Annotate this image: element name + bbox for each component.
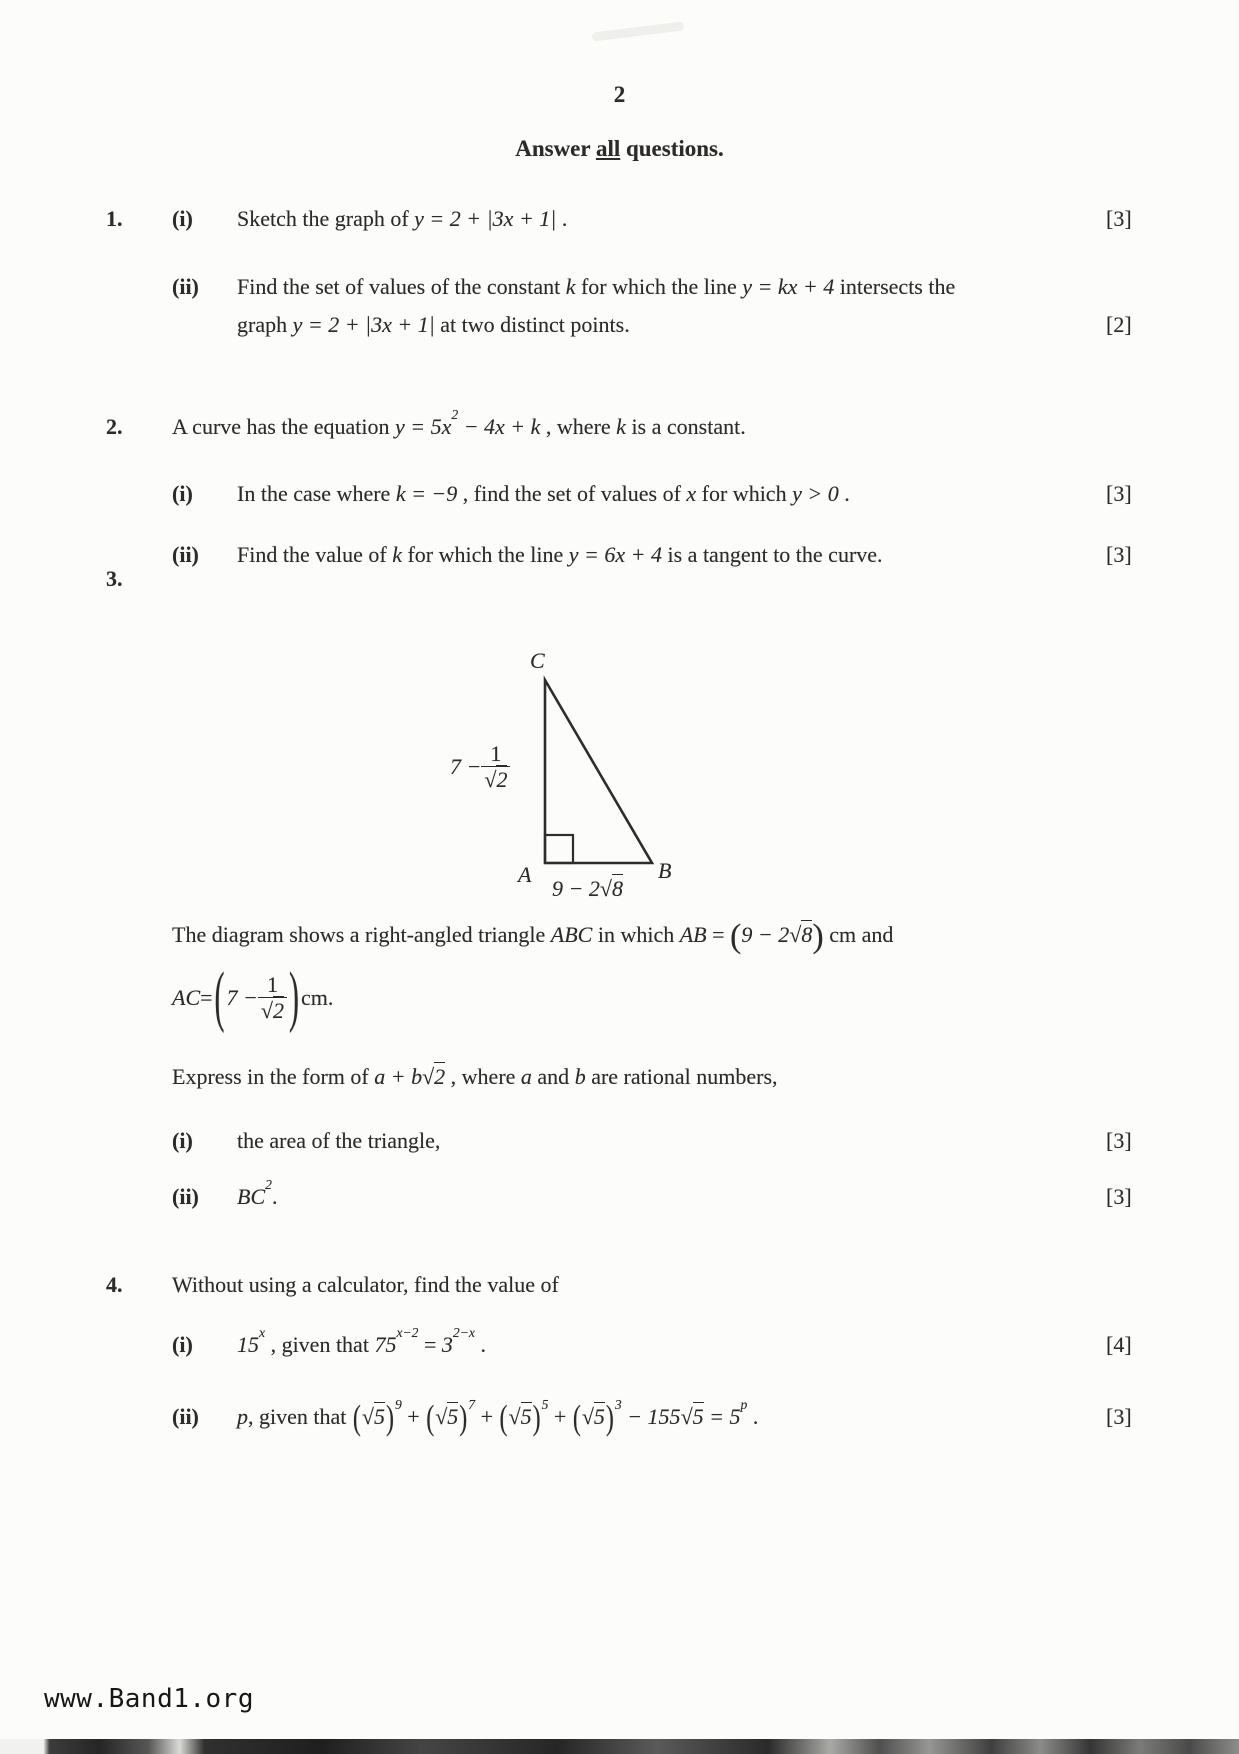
math-base: 15 bbox=[237, 1332, 259, 1357]
q4-intro-text: Without using a calculator, find the value of bbox=[172, 1272, 559, 1297]
question-4-number: 4. bbox=[106, 1272, 123, 1297]
math-run: 9 − 2 bbox=[552, 876, 600, 901]
math-variable: a bbox=[520, 1064, 532, 1089]
math-base: y = 5x bbox=[395, 414, 452, 439]
text-run: = bbox=[706, 922, 731, 947]
text-run: . bbox=[838, 481, 850, 506]
math-variable: AB bbox=[679, 922, 707, 947]
radicand: 2 bbox=[272, 998, 284, 1023]
sqrt-expression bbox=[435, 1402, 458, 1429]
text-run: In the case where bbox=[237, 481, 396, 506]
q3-paragraph-line2: AC = ( 7 − $\frac{1}{√2}$ ) cm. bbox=[172, 959, 334, 1034]
text-run: graph bbox=[237, 312, 293, 337]
math-superscript: 5 bbox=[541, 1396, 549, 1412]
q2-part-i-text bbox=[237, 481, 850, 507]
math-base: 3 bbox=[441, 1332, 453, 1357]
instructions-heading bbox=[0, 136, 1239, 162]
fraction-numerator: 1 bbox=[490, 741, 502, 766]
math-run: a + b bbox=[374, 1064, 423, 1089]
math-variable: x bbox=[686, 481, 697, 506]
sqrt-expression bbox=[582, 1402, 605, 1429]
heading-text: Answer bbox=[515, 136, 596, 161]
math-superscript: p bbox=[740, 1396, 748, 1412]
radicand: 5 bbox=[447, 1404, 459, 1429]
text-run: and bbox=[531, 1064, 575, 1089]
math-run: = 5 bbox=[703, 1404, 741, 1429]
math-superscript: 3 bbox=[614, 1396, 622, 1412]
text-run: , given that bbox=[248, 1404, 352, 1429]
question-3-number: 3. bbox=[106, 566, 123, 591]
plus-sign: + bbox=[475, 1404, 499, 1429]
text-run: , find the set of values of bbox=[457, 481, 687, 506]
radical-sign: √ bbox=[789, 922, 802, 947]
math-variable: k bbox=[392, 542, 402, 567]
math-superscript: x−2 bbox=[396, 1324, 419, 1340]
q2-part-ii-text bbox=[237, 542, 883, 568]
q2-part-ii-label: (ii) bbox=[172, 542, 199, 567]
sqrt-expression bbox=[600, 874, 623, 901]
q1-part-i-text bbox=[237, 206, 567, 232]
radicand: 8 bbox=[611, 876, 623, 901]
math-variable: ABC bbox=[550, 922, 593, 947]
math-variable: k bbox=[616, 414, 626, 439]
text-run: = bbox=[418, 1332, 442, 1357]
q2-part-i-label: (i) bbox=[172, 481, 193, 506]
question-2-number: 2. bbox=[106, 414, 123, 439]
q4-part-ii-label: (ii) bbox=[172, 1404, 199, 1429]
math-expression: y = 6x + 4 bbox=[568, 542, 662, 567]
radical-sign: √ bbox=[680, 1404, 693, 1429]
math-expression: y = 2 + |3x + 1| bbox=[414, 206, 557, 231]
marks-q4ii: [3] bbox=[1106, 1404, 1132, 1429]
q4-part-ii-text: p, given that $(√5)^9 + (√5)^7 + (√5)^5 + (√5)^3 - 155√5 = 5^p$ . bbox=[237, 1396, 759, 1438]
math-expression: y = kx + 4 bbox=[742, 274, 835, 299]
close-paren: ) bbox=[812, 917, 824, 955]
radical-sign: √ bbox=[422, 1064, 435, 1089]
text-run: . bbox=[474, 1332, 486, 1357]
open-paren: ( bbox=[730, 917, 742, 955]
radical-sign: √ bbox=[361, 1404, 374, 1429]
q3-part-ii-label: (ii) bbox=[172, 1184, 199, 1209]
text-run: cm. bbox=[300, 985, 334, 1010]
math-rest: − 4x + k bbox=[458, 414, 541, 439]
text-run: . bbox=[747, 1404, 759, 1429]
text-run: A curve has the equation bbox=[172, 414, 395, 439]
math-expression: y > 0 bbox=[792, 481, 839, 506]
sqrt-expression bbox=[509, 1402, 532, 1429]
fraction-denominator bbox=[258, 997, 287, 1023]
text-run: intersects the bbox=[834, 274, 956, 299]
text-run: in which bbox=[592, 922, 680, 947]
sqrt-expression bbox=[362, 1402, 385, 1429]
math-superscript: 9 bbox=[394, 1396, 402, 1412]
radical-sign: √ bbox=[484, 767, 497, 793]
question-1-number: 1. bbox=[106, 206, 123, 231]
q3-part-i-text: the area of the triangle, bbox=[237, 1128, 441, 1153]
math-superscript: 2 bbox=[265, 1176, 272, 1192]
q3-express-text bbox=[172, 1064, 778, 1090]
fraction-denominator bbox=[481, 766, 510, 792]
math-expression: k = −9 bbox=[395, 481, 458, 506]
page-number: 2 bbox=[613, 82, 626, 107]
heading-text: questions. bbox=[620, 136, 724, 161]
left-side-length-label bbox=[450, 742, 510, 792]
math-run: 7 − bbox=[450, 754, 482, 780]
q3-part-i-label: (i) bbox=[172, 1128, 193, 1153]
text-run: are rational numbers, bbox=[585, 1064, 778, 1089]
text-run: , given that bbox=[265, 1332, 375, 1357]
math-variable: BC bbox=[237, 1184, 266, 1209]
math-run: − 155 bbox=[621, 1404, 681, 1429]
text-run: for which bbox=[696, 481, 793, 506]
text-run: The diagram shows a right-angled triangle bbox=[172, 922, 551, 947]
math-superscript: 7 bbox=[468, 1396, 476, 1412]
radical-sign: √ bbox=[508, 1404, 521, 1429]
radicand: 5 bbox=[373, 1404, 385, 1429]
q1-part-i-label: (i) bbox=[172, 206, 193, 231]
radical-sign: √ bbox=[260, 998, 273, 1023]
marks-q3i: [3] bbox=[1106, 1128, 1132, 1153]
radicand: 5 bbox=[593, 1404, 605, 1429]
text-run: is a tangent to the curve. bbox=[662, 542, 883, 567]
q2-intro-text bbox=[172, 406, 746, 440]
math-superscript: 2−x bbox=[452, 1324, 475, 1340]
text-run: for which the line bbox=[575, 274, 743, 299]
text-run: Express in the form of bbox=[172, 1064, 375, 1089]
text-run: . bbox=[556, 206, 568, 231]
radical-sign: √ bbox=[581, 1404, 594, 1429]
q1-part-ii-text-line1 bbox=[237, 274, 955, 300]
text-run: , where bbox=[540, 414, 617, 439]
marks-q1ii: [2] bbox=[1106, 312, 1132, 337]
plus-sign: + bbox=[401, 1404, 426, 1429]
text-run: Find the set of values of the constant bbox=[237, 274, 566, 299]
plus-sign: + bbox=[548, 1404, 572, 1429]
fraction bbox=[481, 742, 510, 792]
math-superscript: x bbox=[259, 1324, 266, 1340]
marks-q2ii: [3] bbox=[1106, 542, 1132, 567]
vertex-label-b: B bbox=[658, 858, 672, 883]
math-variable: AC bbox=[172, 985, 201, 1010]
text-run: Sketch the graph of bbox=[237, 206, 415, 231]
q1-part-ii-text-line2 bbox=[237, 312, 630, 338]
marks-q4i: [4] bbox=[1106, 1332, 1132, 1357]
q4-part-i-label: (i) bbox=[172, 1332, 193, 1357]
marks-q2i: [3] bbox=[1106, 481, 1132, 506]
math-run: 7 − bbox=[226, 985, 258, 1010]
radicand: 5 bbox=[520, 1404, 532, 1429]
math-base: 75 bbox=[374, 1332, 397, 1357]
q3-part-ii-text bbox=[237, 1176, 278, 1210]
math-superscript: 2 bbox=[451, 406, 459, 422]
text-run: Find the value of bbox=[237, 542, 393, 567]
math-run: 9 − 2 bbox=[741, 922, 790, 947]
marks-q3ii: [3] bbox=[1106, 1184, 1132, 1209]
radicand: 5 bbox=[692, 1404, 704, 1429]
sqrt-expression bbox=[484, 765, 507, 792]
radical-sign: √ bbox=[599, 876, 612, 901]
text-run: . bbox=[271, 1184, 278, 1209]
text-run: , where bbox=[445, 1064, 521, 1089]
text-run: cm and bbox=[823, 922, 894, 947]
math-variable: p bbox=[237, 1404, 248, 1429]
scan-edge-strip bbox=[0, 1739, 1239, 1754]
fraction-numerator: 1 bbox=[266, 971, 278, 997]
text-run: = bbox=[200, 985, 213, 1010]
sqrt-expression bbox=[681, 1402, 704, 1429]
sqrt-expression bbox=[261, 996, 284, 1023]
right-angle-marker bbox=[545, 835, 573, 863]
vertex-label-c: C bbox=[530, 648, 545, 673]
radical-sign: √ bbox=[435, 1404, 448, 1429]
marks-q1i: [3] bbox=[1106, 206, 1132, 231]
math-variable: b bbox=[574, 1064, 586, 1089]
q3-paragraph-text1 bbox=[172, 917, 894, 955]
q1-part-ii-label: (ii) bbox=[172, 274, 199, 299]
radicand: 2 bbox=[434, 1064, 446, 1089]
q4-part-i-text bbox=[237, 1324, 486, 1358]
math-variable: k bbox=[565, 274, 576, 299]
scan-artifact bbox=[592, 21, 684, 41]
math-expression: y = 2 + |3x + 1| bbox=[292, 312, 435, 337]
fraction bbox=[258, 973, 287, 1023]
text-run: at two distinct points. bbox=[434, 312, 630, 337]
vertex-label-a: A bbox=[518, 862, 532, 887]
radicand: 2 bbox=[496, 767, 508, 793]
text-run: is a constant. bbox=[625, 414, 746, 439]
math-expression bbox=[395, 406, 541, 439]
radicand: 8 bbox=[801, 922, 813, 947]
base-length-label bbox=[552, 876, 623, 902]
sqrt-expression bbox=[422, 1062, 445, 1089]
sqrt-expression bbox=[789, 920, 812, 947]
text-run: for which the line bbox=[401, 542, 569, 567]
footer-url: www.Band1.org bbox=[44, 1684, 254, 1714]
heading-emphasis: all bbox=[595, 136, 621, 161]
